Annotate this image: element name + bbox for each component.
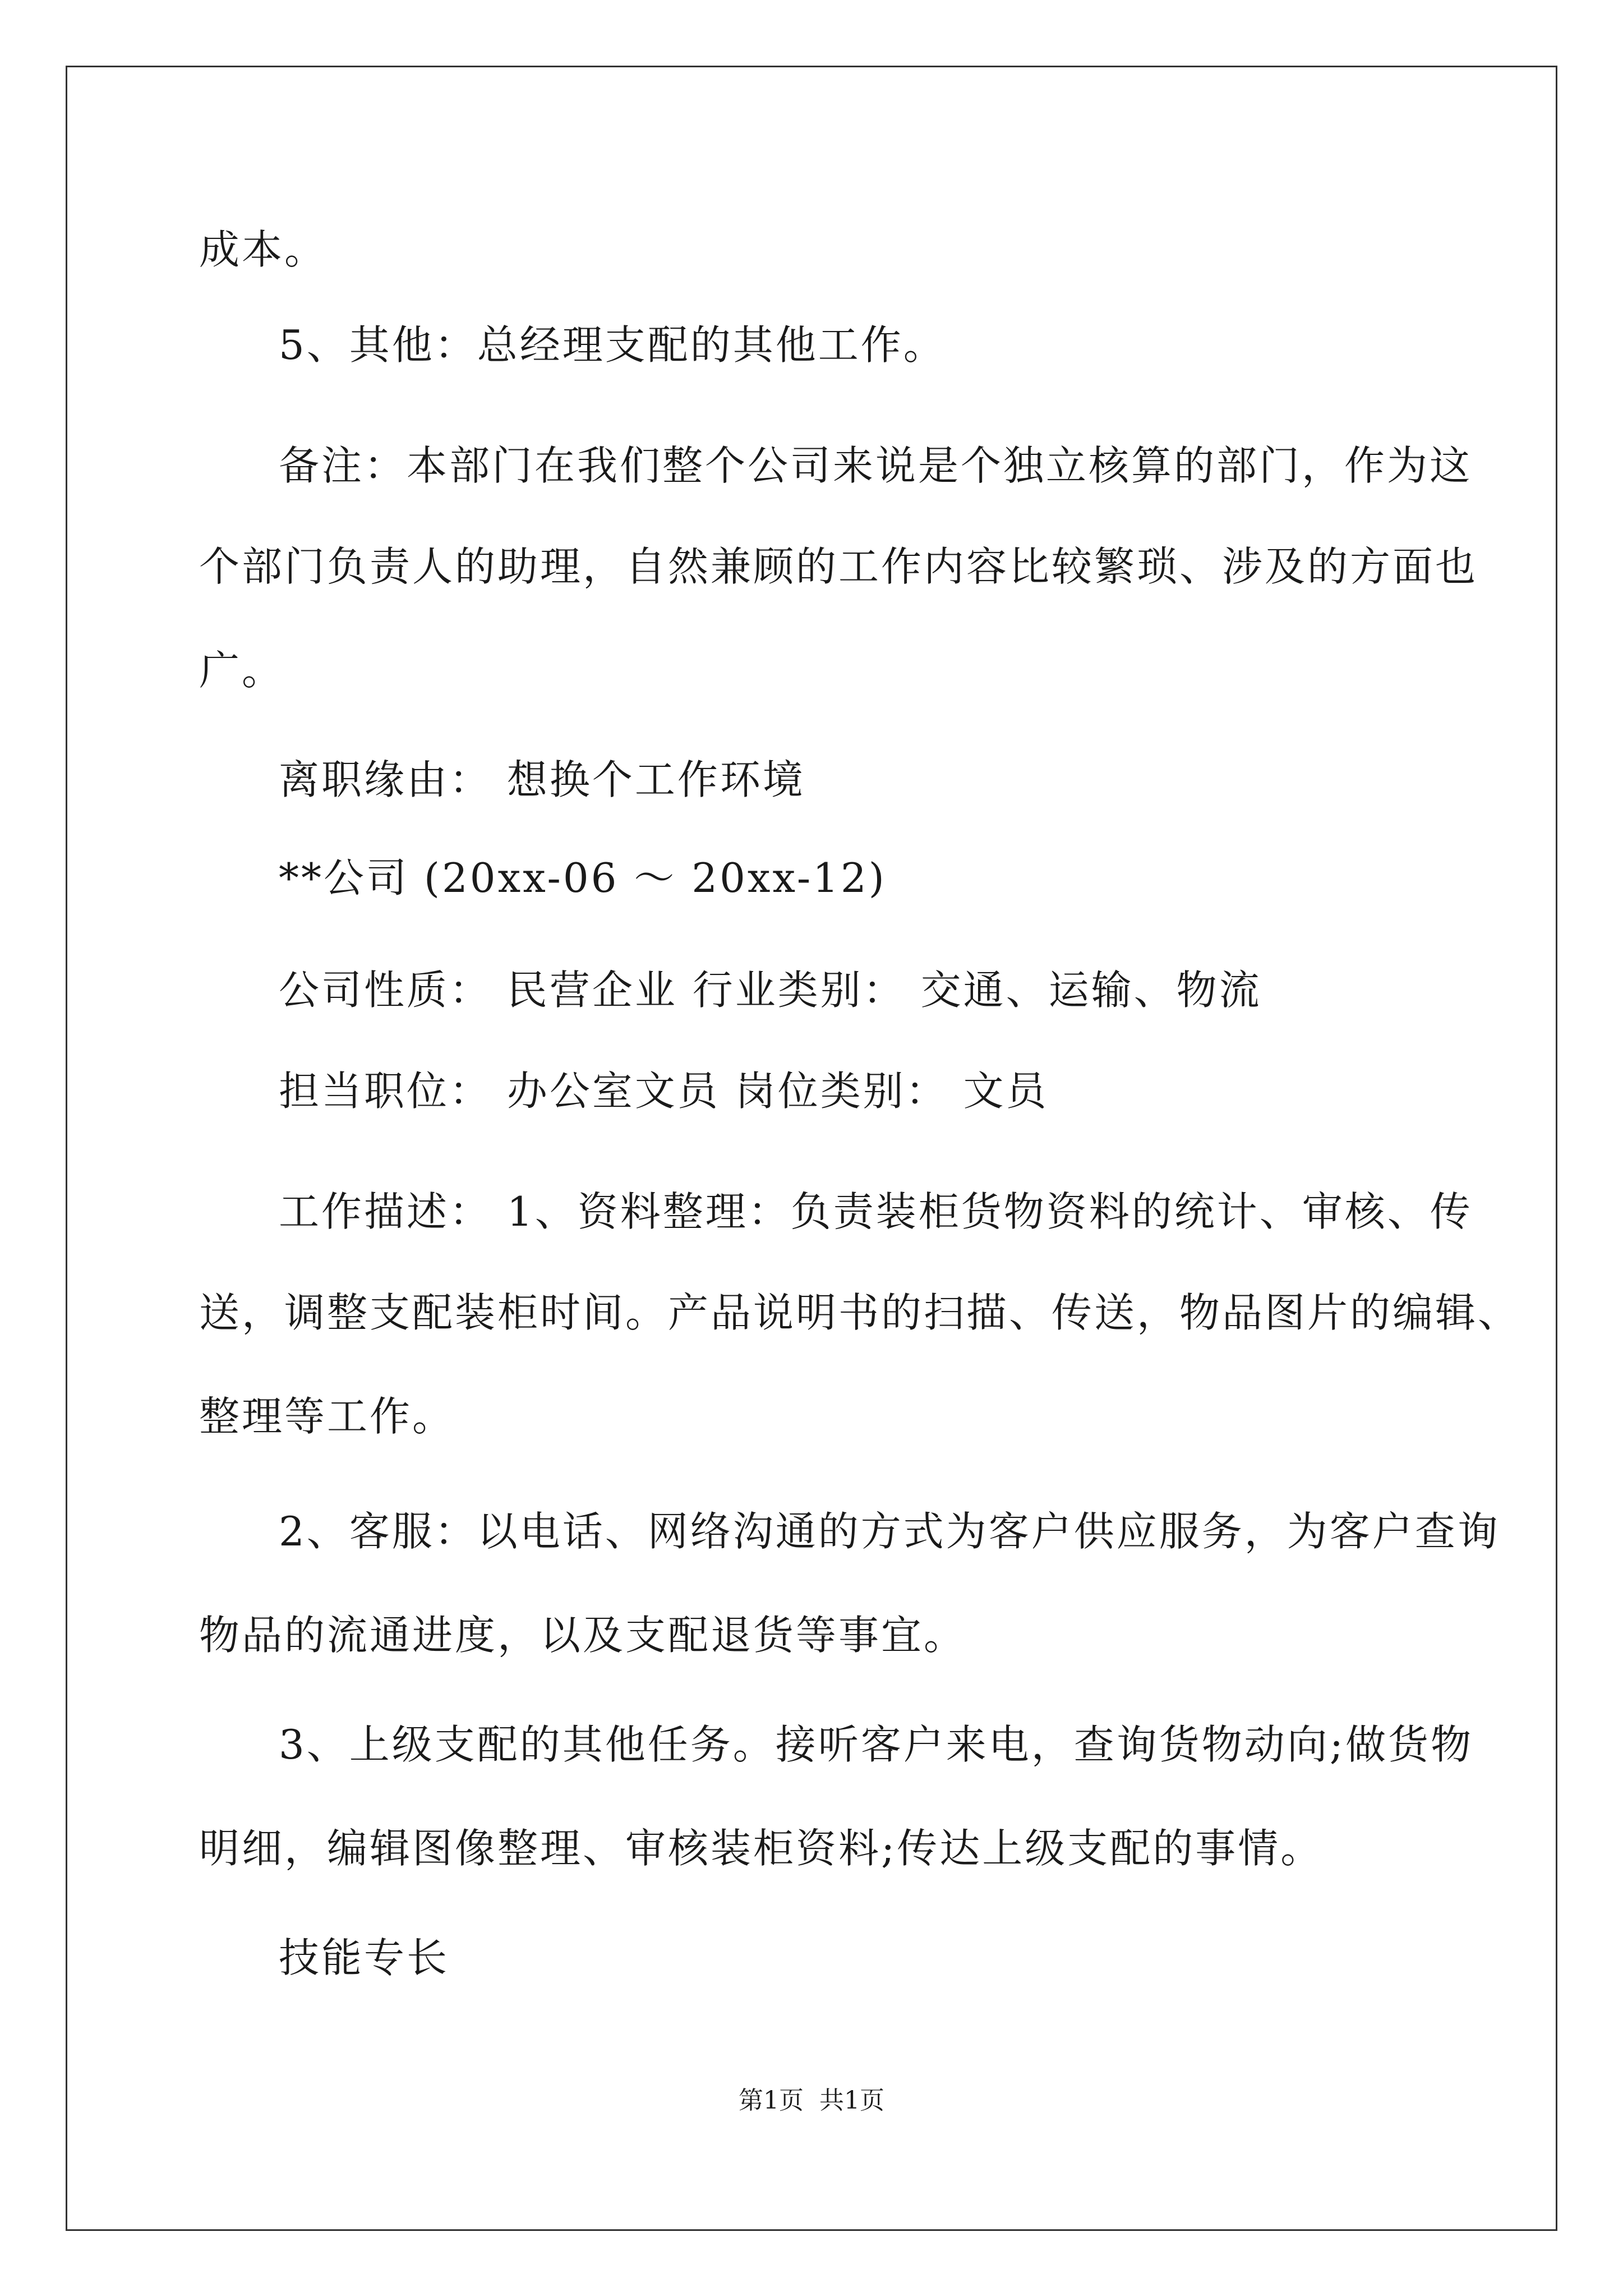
text-line-6: 离职缘由： 想换个工作环境 <box>279 756 805 803</box>
text-line-15: 3、上级支配的其他任务。接听客户来电，查询货物动向;做货物 <box>279 1721 1474 1768</box>
text-line-13: 2、客服：以电话、网络沟通的方式为客户供应服务，为客户查询 <box>279 1508 1500 1555</box>
text-line-4: 个部门负责人的助理，自然兼顾的工作内容比较繁琐、涉及的方面也 <box>199 543 1478 590</box>
text-line-16: 明细，编辑图像整理、审核装柜资料;传达上级支配的事情。 <box>199 1825 1324 1872</box>
text-line-14: 物品的流通进度，以及支配退货等事宜。 <box>199 1612 967 1659</box>
page-border <box>66 66 1557 2231</box>
text-line-1: 成本。 <box>199 226 328 273</box>
text-line-7: **公司 (20xx-06 ～ 20xx-12) <box>279 854 887 901</box>
page-footer: 第1页 共1页 <box>739 2086 884 2115</box>
text-line-10: 工作描述： 1、资料整理：负责装柜货物资料的统计、审核、传 <box>279 1188 1473 1235</box>
text-line-3: 备注：本部门在我们整个公司来说是个独立核算的部门，作为这 <box>279 442 1473 489</box>
text-line-17: 技能专长 <box>279 1934 450 1981</box>
text-line-12: 整理等工作。 <box>199 1393 455 1440</box>
text-line-8: 公司性质： 民营企业 行业类别： 交通、运输、物流 <box>279 967 1262 1014</box>
text-line-5: 广。 <box>199 647 285 694</box>
text-line-11: 送，调整支配装柜时间。产品说明书的扫描、传送，物品图片的编辑、 <box>199 1289 1521 1336</box>
text-line-9: 担当职位： 办公室文员 岗位类别： 文员 <box>279 1068 1049 1115</box>
text-line-2: 5、其他：总经理支配的其他工作。 <box>279 321 946 369</box>
